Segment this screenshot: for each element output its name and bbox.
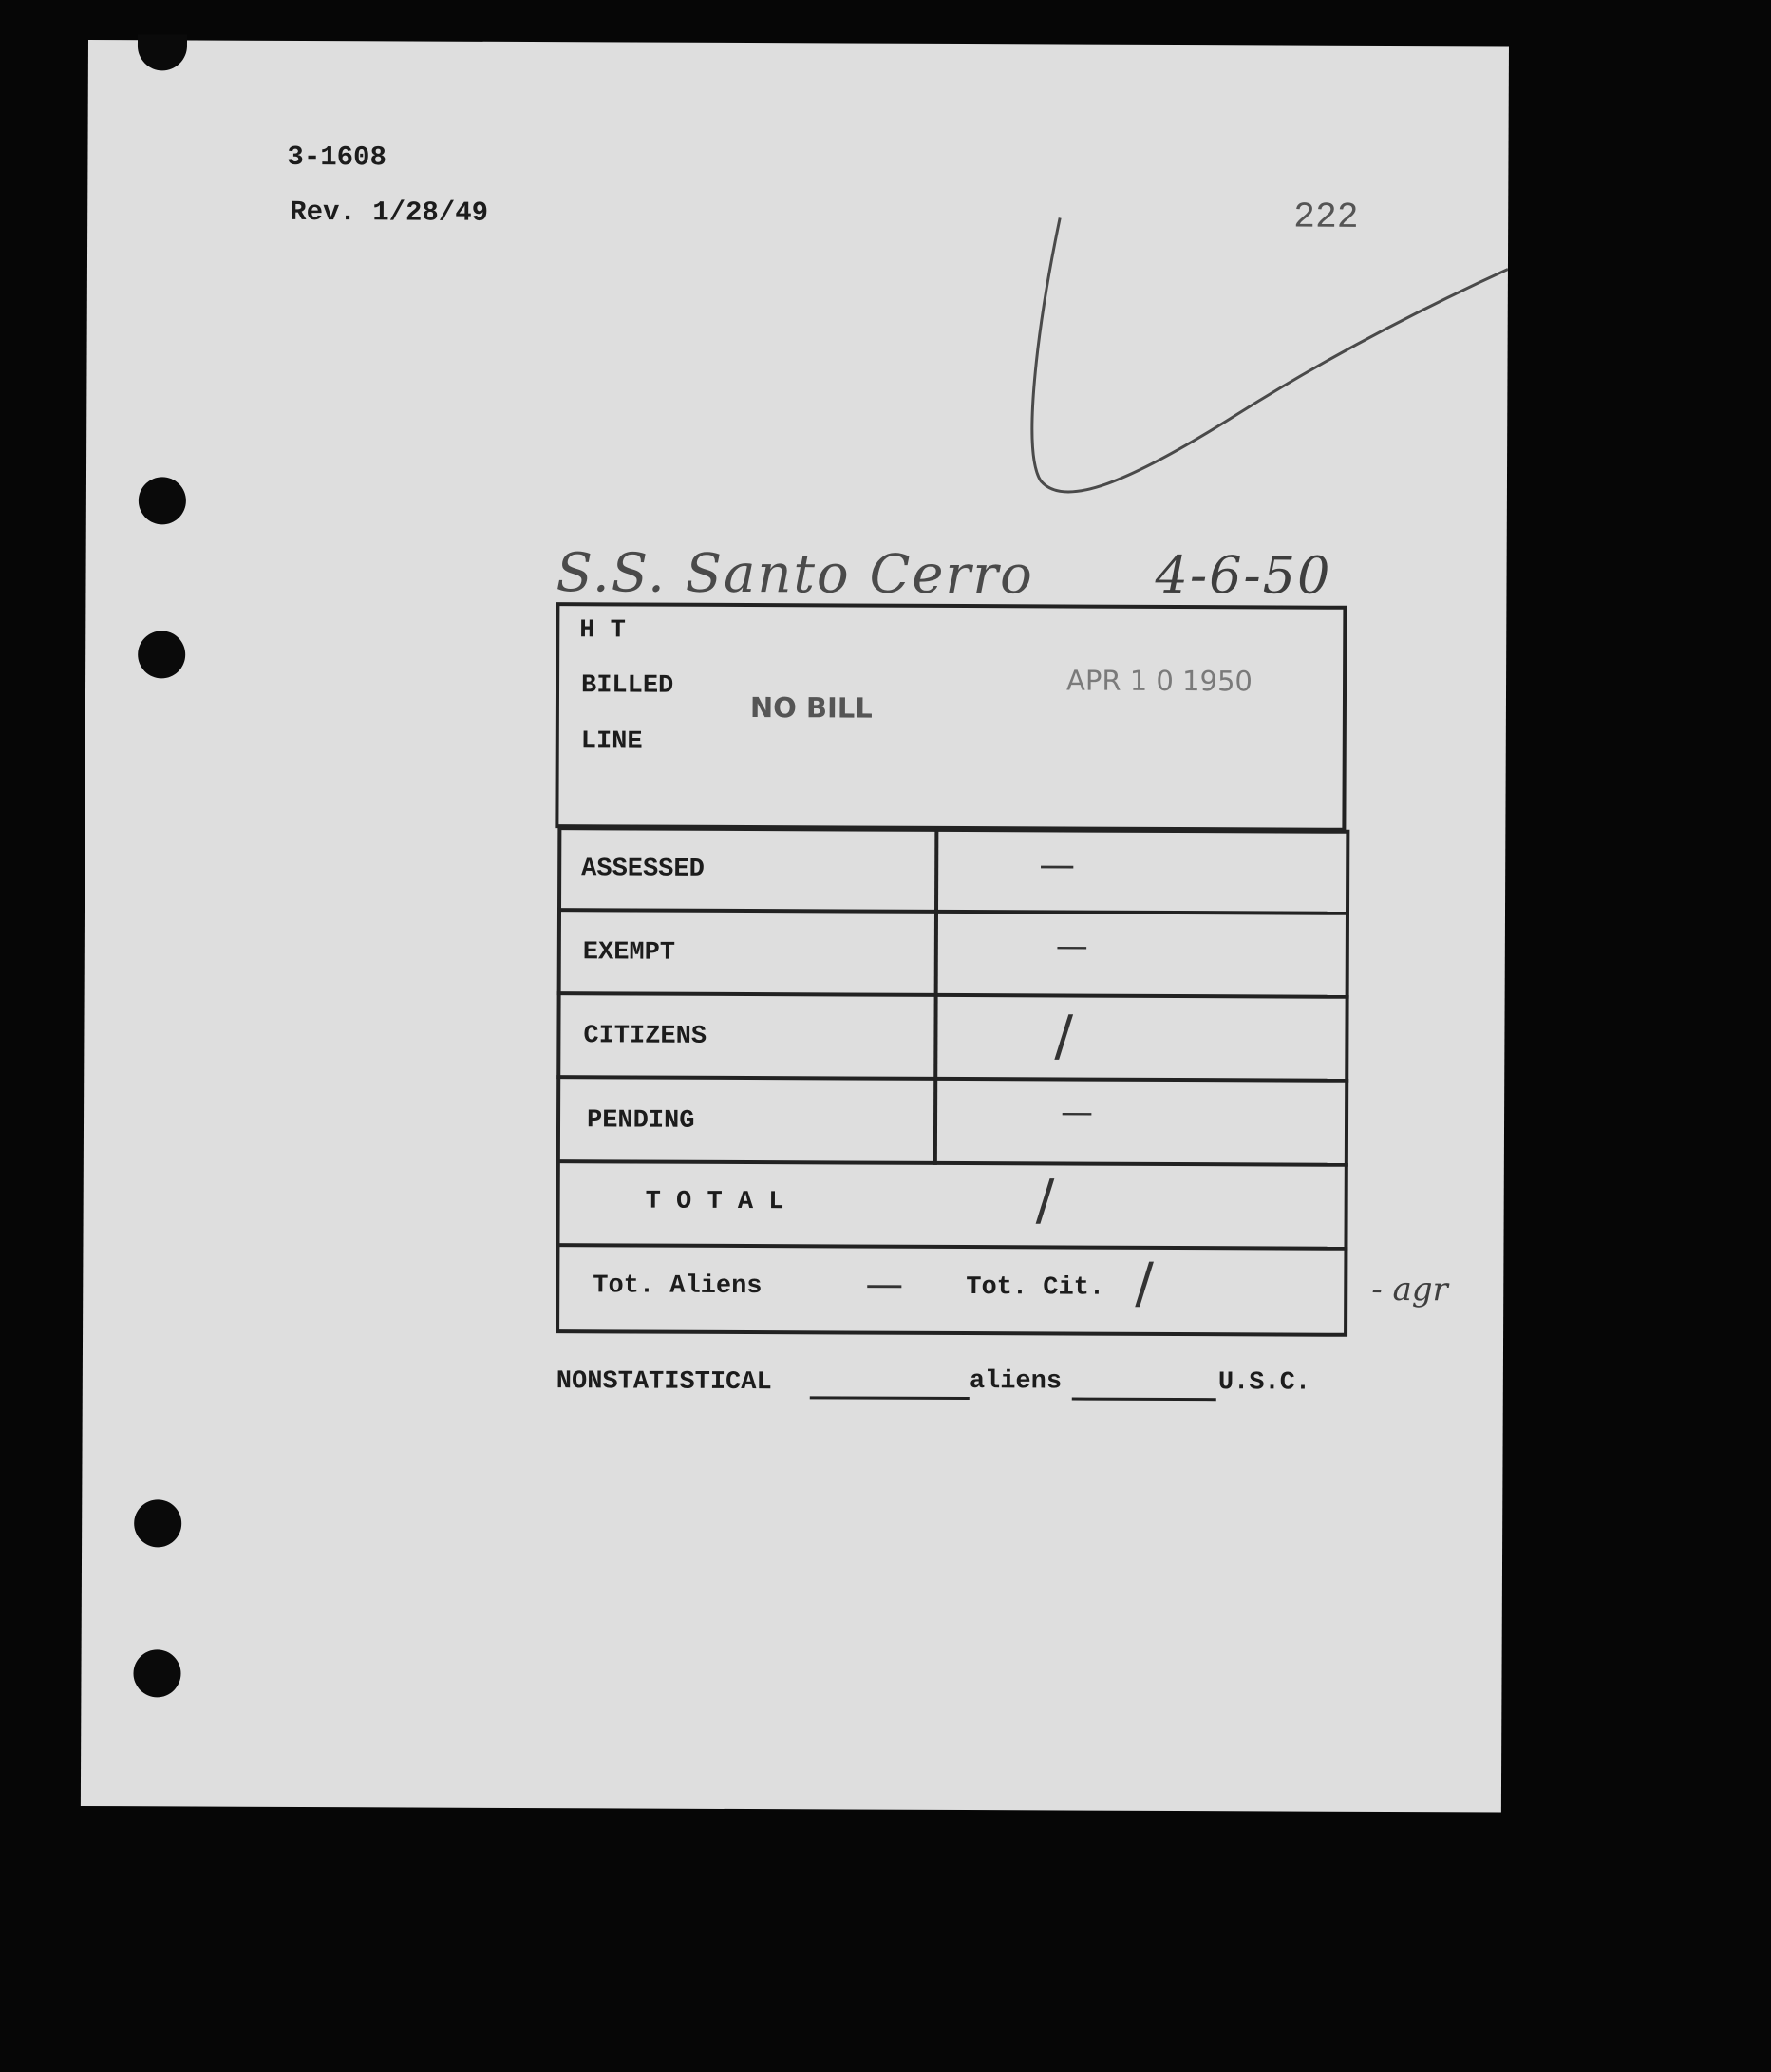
tot-cit-label: Tot. Cit. xyxy=(966,1273,1105,1303)
row-label-assessed: ASSESSED xyxy=(581,855,705,884)
tot-aliens-value: — xyxy=(865,1262,904,1307)
binder-hole xyxy=(138,631,185,678)
row-label-exempt: EXEMPT xyxy=(582,938,676,968)
paper-sheet xyxy=(81,40,1509,1813)
handwritten-initials: - agr xyxy=(1371,1270,1448,1309)
no-bill-stamp: NO BILL xyxy=(749,691,873,725)
form-revision: Rev. 1/28/49 xyxy=(290,196,489,229)
total-label: T O T A L xyxy=(645,1187,784,1217)
label-ht: H T xyxy=(579,616,626,646)
label-line: LINE xyxy=(580,727,643,757)
nonstatistical-blank xyxy=(810,1396,970,1400)
label-billed: BILLED xyxy=(580,671,674,701)
tot-aliens-label: Tot. Aliens xyxy=(593,1271,763,1302)
handwritten-date: 4-6-50 xyxy=(1155,544,1332,606)
billing-box xyxy=(555,602,1347,832)
aliens-blank xyxy=(1072,1398,1216,1402)
row-label-citizens: CITIZENS xyxy=(583,1022,707,1051)
row-value-pending: — xyxy=(1060,1093,1094,1132)
row-label-pending: PENDING xyxy=(586,1106,695,1136)
form-number: 3-1608 xyxy=(287,141,386,174)
binder-hole xyxy=(133,1649,180,1697)
tot-cit-value: / xyxy=(1135,1250,1154,1315)
row-value-assessed: — xyxy=(1039,843,1076,886)
row-value-exempt: — xyxy=(1055,927,1088,966)
row-value-citizens: / xyxy=(1054,1003,1074,1068)
total-value: / xyxy=(1035,1167,1055,1233)
aliens-label: aliens xyxy=(969,1367,1063,1397)
handwritten-ship-name: S.S. Santo Cerro xyxy=(556,542,1034,607)
binder-hole xyxy=(134,1499,181,1547)
check-mark-stroke xyxy=(86,40,1509,578)
page-number: 222 xyxy=(1293,197,1359,238)
nonstatistical-label: NONSTATISTICAL xyxy=(556,1367,772,1398)
usc-label: U.S.C. xyxy=(1217,1368,1311,1398)
date-stamp: APR 1 0 1950 xyxy=(1065,664,1253,698)
